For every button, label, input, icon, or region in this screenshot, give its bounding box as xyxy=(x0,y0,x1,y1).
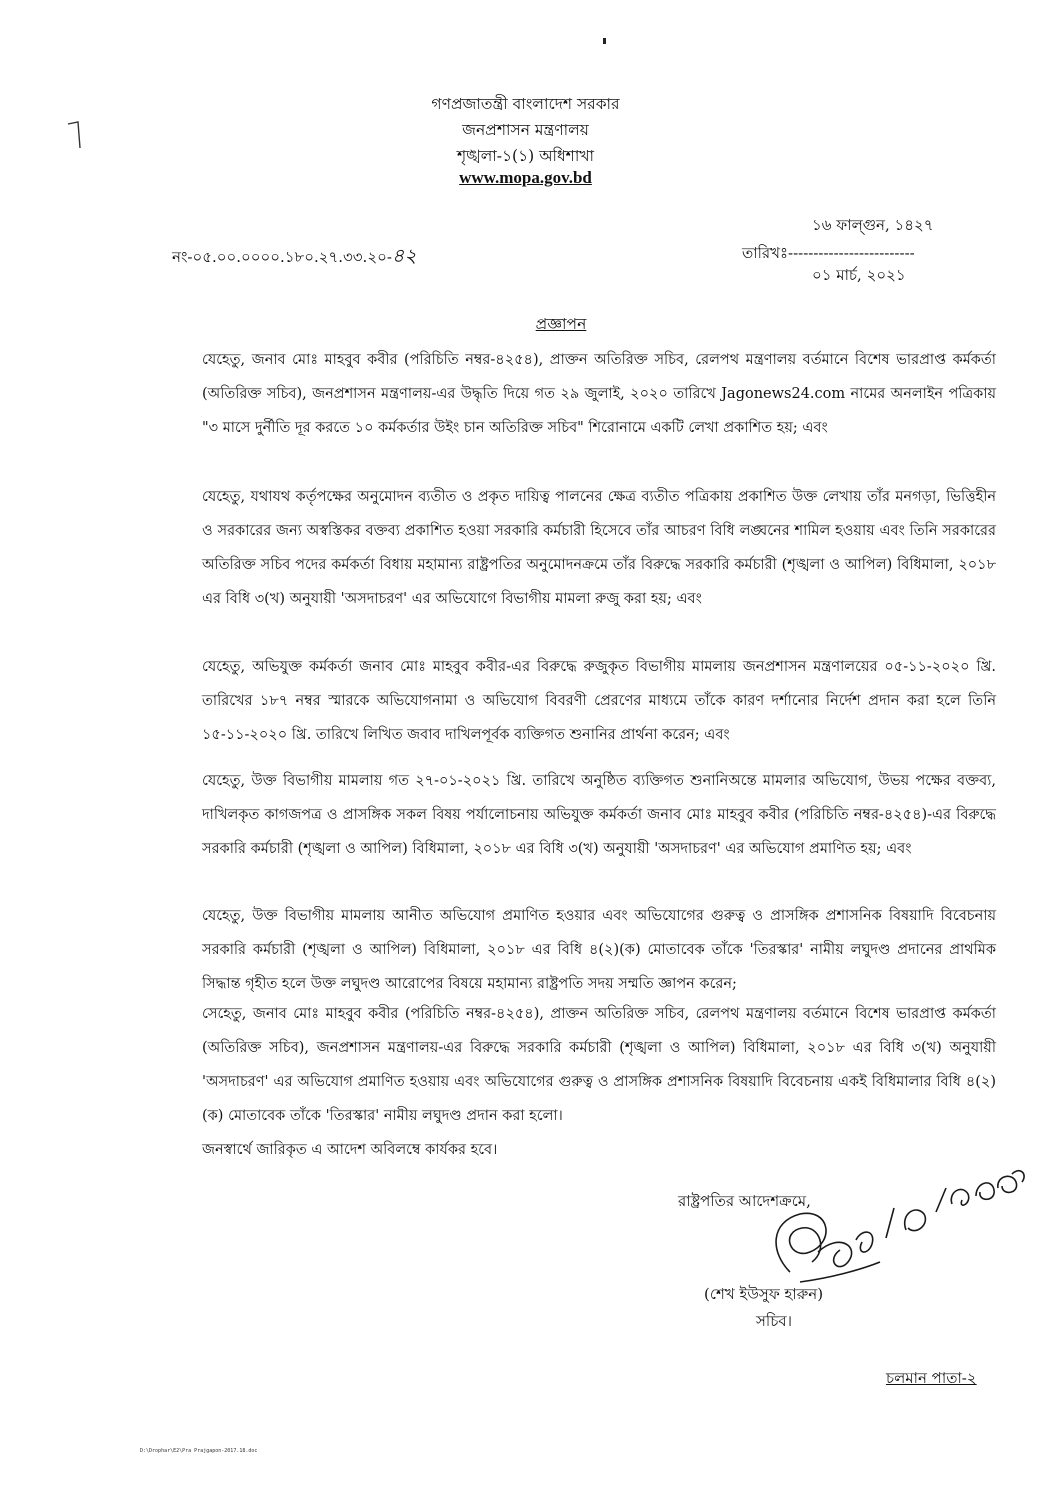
paragraph-2: যেহেতু, যথাযথ কর্তৃপক্ষের অনুমোদন ব্যতীত ও প্রকৃত দায়িত্ব পালনের ক্ষেত্র ব্যতীত পত্রিকায় প্রকাশিত উক্ত লেখায় তাঁর মনগড়া, ভিত্তিহীন ও সরকারের জন্য অস্বস্তিকর বক্তব্য প্রকাশিত হওয়া সরকারি কর্মচারী হিসেবে তাঁর আচরণ বিধি লঙ্ঘনের শামিল হওয়ায় এবং তিনি সরকারের অতিরিক্ত সচিব পদের কর্মকর্তা বিধায় মহামান্য রাষ্ট্রপতির অনুমোদনক্রমে তাঁর বিরুদ্ধে সরকারি কর্মচারী (শৃঙ্খলা ও আপিল) বিধিমালা, ২০১৮ এর বিধি ৩(খ) অনুযায়ী 'অসদাচরণ' এর অভিযোগে বিভাগীয় মামলা রুজু করা হয়; এবং xyxy=(202,489,996,607)
document-title: প্রজ্ঞাপন xyxy=(535,315,587,333)
handwritten-signature xyxy=(740,1152,1030,1302)
paragraph-5: যেহেতু, উক্ত বিভাগীয় মামলায় আনীত অভিযোগ প্রমাণিত হওয়ার এবং অভিযোগের গুরুত্ব ও প্রাসঙ্গিক প্রশাসনিক বিষয়াদি বিবেচনায় সরকারি কর্মচারী (শৃঙ্খলা ও আপিল) বিধিমালা, ২০১৮ এর বিধি ৪(২)(ক) মোতাবেক তাঁকে 'তিরস্কার' নামীয় লঘুদণ্ড প্রদানের প্রাথমিক সিদ্ধান্ত গৃহীত হলে উক্ত লঘুদণ্ড আরোপের বিষয়ে মহামান্য রাষ্ট্রপতি সদয় সম্মতি জ্ঞাপন করেন; xyxy=(202,908,996,992)
signatory-designation: সচিব। xyxy=(756,1312,793,1330)
paragraph-7: জনস্বার্থে জারিকৃত এ আদেশ অবিলম্বে কার্যকর হবে। xyxy=(202,1142,498,1158)
footer-file-path: D:\Drophar\E2\Pra Prajgapon-2017.18.doc xyxy=(140,1448,258,1454)
stray-mark xyxy=(603,38,606,44)
signatory-name: (শেখ ইউসুফ হারুন) xyxy=(704,1285,824,1303)
header-wing: শৃঙ্খলা-১(১) অধিশাখা xyxy=(456,147,595,165)
paragraph-3: যেহেতু, অভিযুক্ত কর্মকর্তা জনাব মোঃ মাহবুব কবীর-এর বিরুদ্ধে রুজুকৃত বিভাগীয় মামলায় জনপ্রশাসন মন্ত্রণালয়ের ০৫-১১-২০২০ খ্রি. তারিখের ১৮৭ নম্বর স্মারকে অভিযোগনামা ও অভিযোগ বিবরণী প্রেরণের মাধ্যমে তাঁকে কারণ দর্শানোর নির্দেশ প্রদান করা হলে তিনি ১৫-১১-২০২০ খ্রি. তারিখে লিখিত জবাব দাখিলপূর্বক ব্যক্তিগত শুনানির প্রার্থনা করেন; এবং xyxy=(202,659,996,743)
handwritten-date xyxy=(0,0,1,1)
paragraph-4: যেহেতু, উক্ত বিভাগীয় মামলায় গত ২৭-০১-২০২১ খ্রি. তারিখে অনুষ্ঠিত ব্যক্তিগত শুনানিঅন্তে মামলার অভিযোগ, উভয় পক্ষের বক্তব্য, দাখিলকৃত কাগজপত্র ও প্রাসঙ্গিক সকল বিষয় পর্যালোচনায় অভিযুক্ত কর্মকর্তা জনাব মোঃ মাহবুব কবীর (পরিচিতি নম্বর-৪২৫৪)-এর বিরুদ্ধে সরকারি কর্মচারী (শৃঙ্খলা ও আপিল) বিধিমালা, ২০১৮ এর বিধি ৩(খ) অনুযায়ী 'অসদাচরণ' এর অভিযোগ প্রমাণিত হয়; এবং xyxy=(202,773,996,857)
memo-number-text: নং-০৫.০০.০০০০.১৮০.২৭.৩৩.২০- xyxy=(172,248,392,266)
date-label: তারিখঃ------------------------- xyxy=(742,244,915,262)
header-government: গণপ্রজাতন্ত্রী বাংলাদেশ সরকার xyxy=(431,95,620,113)
by-order-of-president: রাষ্ট্রপতির আদেশক্রমে, xyxy=(678,1192,811,1210)
date-english: ০১ মার্চ, ২০২১ xyxy=(812,266,906,284)
memo-number xyxy=(172,242,417,274)
memo-number-handwritten: ৪২ xyxy=(391,245,417,267)
paragraph-6: সেহেতু, জনাব মোঃ মাহবুব কবীর (পরিচিতি নম্বর-৪২৫৪), প্রাক্তন অতিরিক্ত সচিব, রেলপথ মন্ত্রণালয় বর্তমানে বিশেষ ভারপ্রাপ্ত কর্মকর্তা (অতিরিক্ত সচিব), জনপ্রশাসন মন্ত্রণালয়-এর বিরুদ্ধে সরকারি কর্মচারী (শৃঙ্খলা ও আপিল) বিধিমালা, ২০১৮ এর বিধি ৩(খ) অনুযায়ী 'অসদাচরণ' এর অভিযোগ প্রমাণিত হওয়ায় এবং অভিযোগের গুরুত্ব ও প্রাসঙ্গিক প্রশাসনিক বিষয়াদি বিবেচনায় একই বিধিমালার বিধি ৪(২)(ক) মোতাবেক তাঁকে 'তিরস্কার' নামীয় লঘুদণ্ড প্রদান করা হলো। xyxy=(202,1006,996,1124)
website-link[interactable]: www.mopa.gov.bd xyxy=(459,168,592,187)
paragraph-1: যেহেতু, জনাব মোঃ মাহবুব কবীর (পরিচিতি নম্বর-৪২৫৪), প্রাক্তন অতিরিক্ত সচিব, রেলপথ মন্ত্রণালয় বর্তমানে বিশেষ ভারপ্রাপ্ত কর্মকর্তা (অতিরিক্ত সচিব), জনপ্রশাসন মন্ত্রণালয়-এর উদ্ধৃতি দিয়ে গত ২৯ জুলাই, ২০২০ তারিখে Jagonews24.com নামের অনলাইন পত্রিকায় "৩ মাসে দুর্নীতি দূর করতে ১০ কর্মকর্তার উইং চান অতিরিক্ত সচিব" শিরোনামে একটি লেখা প্রকাশিত হয়; এবং xyxy=(202,352,996,436)
continuation-note: চলমান পাতা-২ xyxy=(886,1369,977,1387)
date-bangla: ১৬ ফাল্গুন, ১৪২৭ xyxy=(812,216,934,234)
header-ministry: জনপ্রশাসন মন্ত্রণালয় xyxy=(462,121,589,139)
